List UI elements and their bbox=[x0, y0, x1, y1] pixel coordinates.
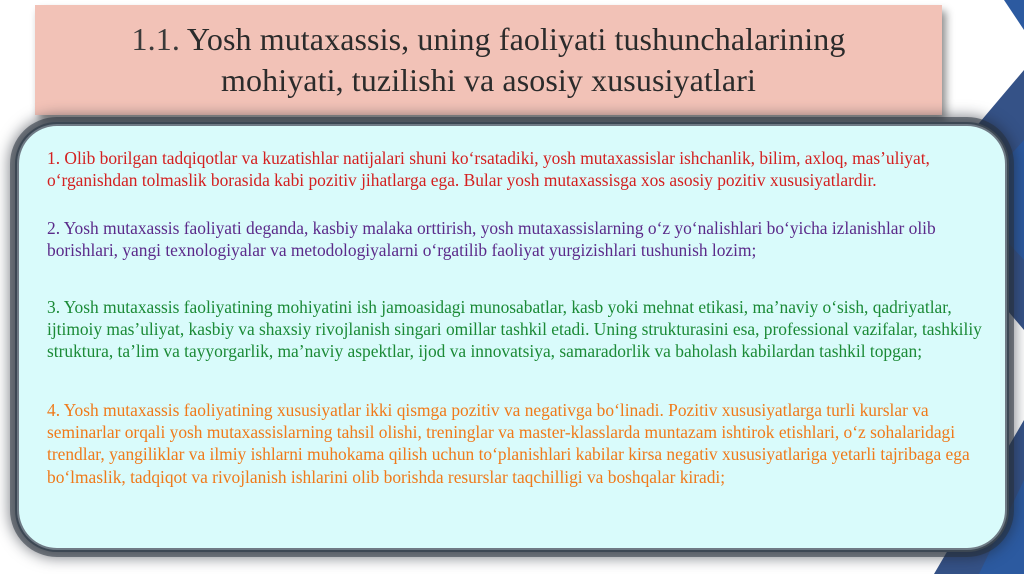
paragraph-3: 3. Yosh mutaxassis faoliyatining mohiyatini ish jamoasidagi munosabatlar, kasb yoki mehnat etikasi, ma’naviy o‘sish, qadriyatlar, ijtimoiy mas’uliyat, kasbiy va shaxsiy rivojlanish singari omillar tashkil etadi. Uning strukturasini esa, professional vazifalar, tashkiliy struktura, ta’lim va tayyorgarlik, ma’naviy aspektlar, ijod va innovatsiya, samaradorlik va baholash kabilardan tashkil topgan; bbox=[47, 297, 982, 362]
title-line-2: mohiyati, tuzilishi va asosiy xususiyatlari bbox=[221, 62, 756, 98]
slide-title bbox=[132, 19, 846, 101]
paragraph-1: 1. Olib borilgan tadqiqotlar va kuzatishlar natijalari shuni ko‘rsatadiki, yosh mutaxassislar ishchanlik, bilim, axloq, mas’uliyat, o‘rganishdan tolmaslik borasida kabi pozitiv jihatlarga ega. Bular yosh mutaxassisga xos asosiy pozitiv xususiyatlardir. bbox=[47, 148, 930, 191]
title-banner bbox=[35, 5, 942, 115]
paragraph-2: 2. Yosh mutaxassis faoliyati deganda, kasbiy malaka orttirish, yosh mutaxassislarning o‘z yo‘nalishlari bo‘yicha izlanishlar olib borishlari, yangi texnologiyalar va metodologiyalarni o‘rgatilib faoliyat yurgizishlari tushunish lozim; bbox=[47, 218, 936, 261]
title-number: 1.1. bbox=[131, 21, 180, 57]
title-line-1: Yosh mutaxassis, uning faoliyati tushunchalarining bbox=[186, 21, 846, 57]
paragraph-4: 4. Yosh mutaxassis faoliyatining xususiyatlar ikki qismga pozitiv va negativga bo‘linadi. Pozitiv xususiyatlarga turli kurslar va seminarlar orqali yosh mutaxassislarning tahsil olishi, treninglar va master-klasslarda muntazam ishtirok etishlari, o‘z sohalaridagi trendlar, yangiliklar va ilmiy ishlarni muhokama qilish uchun to‘planishlari kabilar kirsa negativ xususiyatlariga yetarli tajribaga ega bo‘lmaslik, tadqiqot va rivojlanish ishlarini olib borishda resurslar taqchilligi va boshqalar kiradi; bbox=[47, 400, 970, 487]
content-panel bbox=[19, 126, 1005, 548]
